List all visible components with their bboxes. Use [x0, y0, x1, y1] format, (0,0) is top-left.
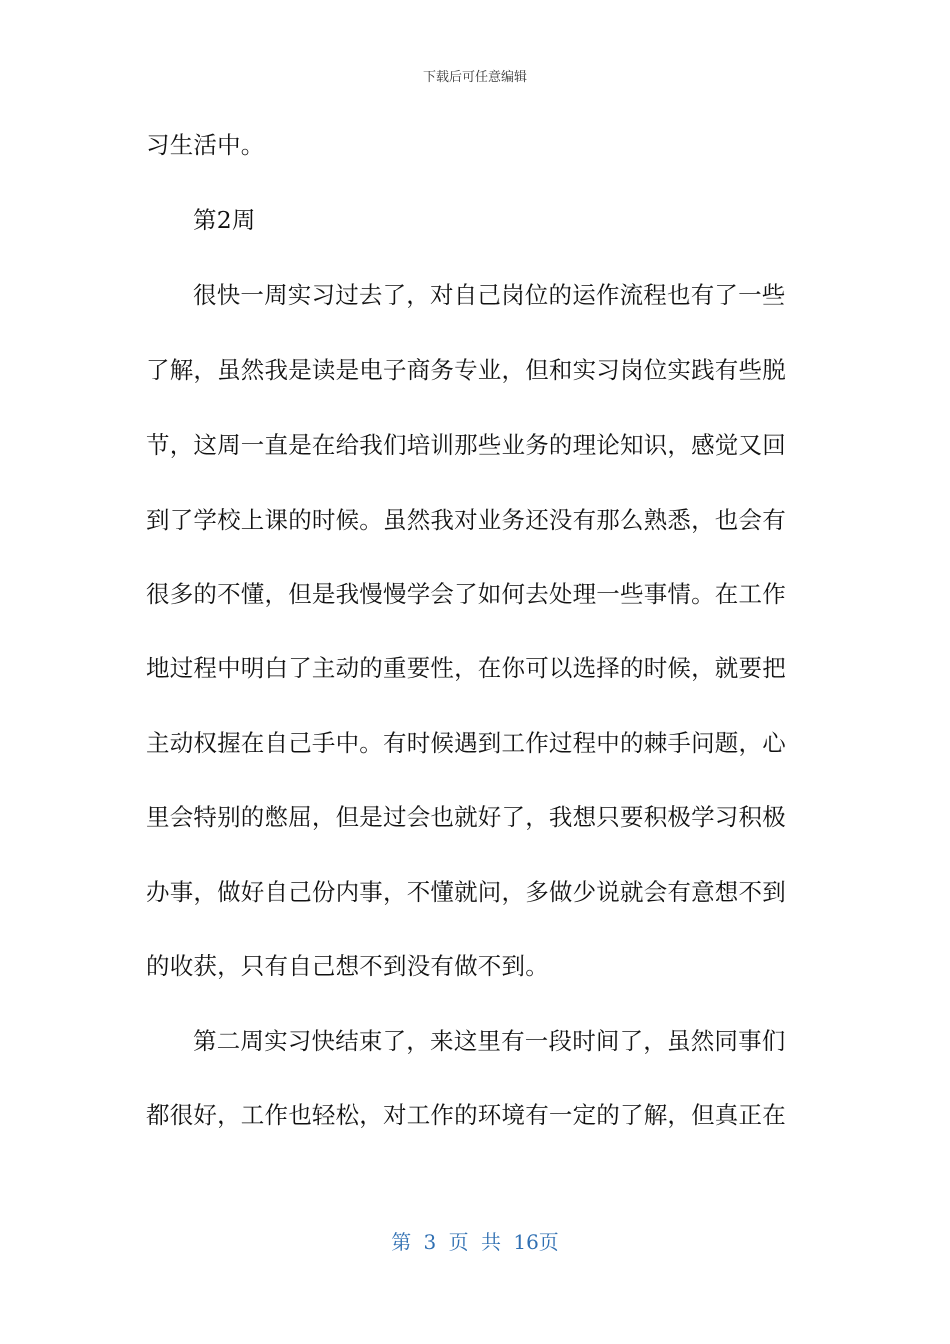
body-line: 里会特别的憋屈，但是过会也就好了，我想只要积极学习积极: [146, 803, 786, 831]
body-line: 主动权握在自己手中。有时候遇到工作过程中的棘手问题，心: [146, 729, 786, 757]
body-line: 地过程中明白了主动的重要性，在你可以选择的时候，就要把: [146, 654, 786, 682]
body-line: 到了学校上课的时候。虽然我对业务还没有那么熟悉，也会有: [146, 506, 786, 534]
body-line: 习生活中。: [146, 131, 265, 159]
body-line: 了解，虽然我是读是电子商务专业，但和实习岗位实践有些脱: [146, 356, 786, 384]
section-heading: 第2周: [193, 206, 256, 234]
body-line: 节，这周一直是在给我们培训那些业务的理论知识，感觉又回: [146, 431, 786, 459]
page-footer: 第 3 页 共 16页: [391, 1230, 559, 1254]
body-line: 办事，做好自己份内事，不懂就问，多做少说就会有意想不到: [146, 878, 786, 906]
page-header: 下载后可任意编辑: [422, 70, 527, 85]
body-line: 很多的不懂，但是我慢慢学会了如何去处理一些事情。在工作: [146, 580, 786, 608]
body-line: 很快一周实习过去了，对自己岗位的运作流程也有了一些: [193, 281, 786, 309]
body-line: 第二周实习快结束了，来这里有一段时间了，虽然同事们: [193, 1027, 786, 1055]
body-line: 的收获，只有自己想不到没有做不到。: [146, 952, 549, 980]
body-line: 都很好，工作也轻松，对工作的环境有一定的了解，但真正在: [146, 1101, 786, 1129]
